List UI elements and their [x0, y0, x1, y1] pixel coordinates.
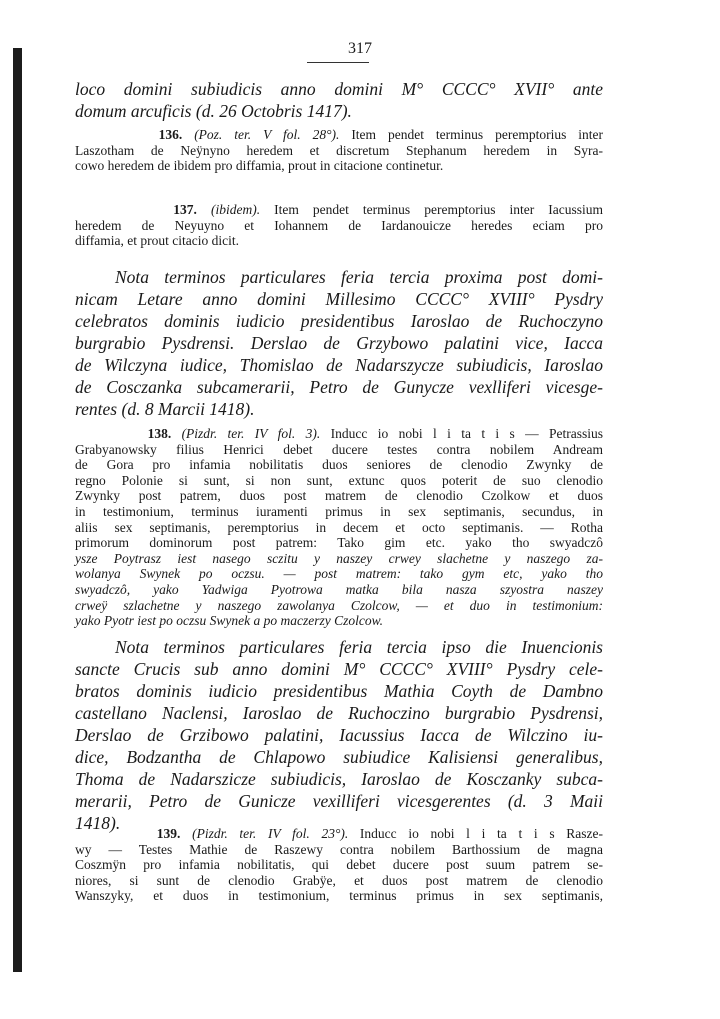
text-line: heredem de Neyuyno et Iohannem de Iardanouicze heredes eciam pro [75, 217, 603, 233]
text-line: diffamia, et prout citacio dicit. [75, 233, 239, 249]
text-line: loco domini subiudicis anno domini M° CCCC° XVII° ante [75, 79, 603, 99]
nota-paragraph-1 [75, 266, 603, 420]
entry-first-line [75, 127, 603, 143]
text-line: wolanya Swynek po oczsu. — post matrem: tako gym etc, yako tho [75, 566, 603, 582]
intro-paragraph [75, 78, 603, 122]
text-line: Nota terminos particulares feria tercia ipso die Inuencionis [115, 637, 603, 657]
entry-139 [75, 826, 603, 904]
entry-text: Inducc io nobi l i ta t i s — Petrassius [330, 426, 604, 441]
text-line: swyadczô, yako Yadwiga Pyotrowa matka bila nasza szyostra naszey [75, 581, 603, 597]
text-line: regno Polonie si sunt, si non sunt, extunc quos poterit de suo clenodio [75, 472, 603, 488]
entry-text: Item pendet terminus peremptorius inter Iacussium [274, 202, 604, 217]
scan-margin-bar [13, 48, 22, 972]
text-line: yako Pyotr iest po oczsu Swynek a po maczerzy Czolcow. [75, 613, 383, 629]
entry-source: (ibidem). [210, 202, 261, 217]
entry-137 [75, 202, 603, 249]
entry-136 [75, 127, 603, 174]
text-line: de Cosczanka subcamerarii, Petro de Gunycze vexlliferi vicesge- [75, 377, 603, 397]
entry-first-line [75, 426, 603, 442]
text-line: wy — Testes Mathie de Raszewy contra nobilem Barthossium de magna [75, 841, 603, 857]
entry-138 [75, 426, 603, 629]
nota-paragraph-2 [75, 636, 603, 834]
text-line: celebratos dominis iudicio presidentibus Iaroslao de Ruchoczyno [75, 311, 603, 331]
entry-source: (Pizdr. ter. IV fol. 3). [181, 426, 321, 441]
text-line: Nota terminos particulares feria tercia proxima post domi- [115, 267, 603, 287]
page-number: 317 [348, 40, 372, 57]
text-line: rentes (d. 8 Marcii 1418). [75, 399, 255, 419]
text-line: Wanszyky, et duos in testimonium, terminus primus in sex septimanis, [75, 888, 603, 904]
entry-text: Inducc io nobi l i ta t i s Rasze- [359, 826, 604, 841]
text-line: merarii, Petro de Gunicze vexilliferi vicesgerentes (d. 3 Maii [75, 791, 603, 811]
text-line: ysze Poytrasz iest nasego sczitu y naszey crwey slachetne y naszego za- [75, 550, 603, 566]
text-line: de Wilczyna iudice, Thomislao de Nadarszycze subiudicis, Iaroslao [75, 355, 603, 375]
entry-source: (Poz. ter. V fol. 28°). [194, 127, 340, 142]
entry-source: (Pizdr. ter. IV fol. 23°). [192, 826, 349, 841]
text-line: aliis sex septimanis, peremptorius in decem et octo septimanis. — Rotha [75, 519, 603, 535]
text-line: Zwynky post patrem, duos post matrem de clenodio Czolkow et duos [75, 488, 603, 504]
text-line: Coszmÿn pro infamia nobilitatis, qui debet ducere post suum patrem se- [75, 857, 603, 873]
text-line: Grabyanowsky filius Henrici debet ducere testes contra nobilem Andream [75, 441, 603, 457]
entry-first-line [75, 202, 603, 218]
text-line: 1418). [75, 813, 121, 833]
text-line: domum arcuficis (d. 26 Octobris 1417). [75, 101, 352, 121]
text-line: de Gora pro infamia nobilitatis duos seniores de clenodio Zwynky de [75, 457, 603, 473]
entry-first-line [75, 826, 603, 842]
text-line: Laszotham de Neÿnyno heredem et discretum Stephanum heredem in Syra- [75, 142, 603, 158]
entry-number: 139. [156, 826, 181, 841]
text-line: burgrabio Pysdrensi. Derslao de Grzybowo palatini vice, Iacca [75, 333, 603, 353]
text-line: castellano Naclensi, Iaroslao de Ruchoczino burgrabio Pysdrensi, [75, 703, 603, 723]
page-number-rule [307, 62, 369, 63]
text-line: dice, Bodzantha de Chlapowo subiudice Kalisiensi generalibus, [75, 747, 603, 767]
entry-number: 137. [173, 202, 197, 217]
text-line: cowo heredem de ibidem pro diffamia, prout in citacione continetur. [75, 158, 444, 174]
text-line: niores, si sunt de clenodio Grabÿe, et duos post matrem de clenodio [75, 872, 603, 888]
text-line: sancte Crucis sub anno domini M° CCCC° XVIII° Pysdry cele- [75, 659, 603, 679]
text-line: crweÿ szlachetne y naszego zawolanya Czolcow, — et duo in testimonium: [75, 597, 603, 613]
text-line: primorum dominorum post patrem: Tako gim etc. yako tho swyadczô [75, 535, 603, 551]
entry-number: 138. [147, 426, 172, 441]
text-line: nicam Letare anno domini Millesimo CCCC° XVIII° Pysdry [75, 289, 603, 309]
text-line: Thoma de Nadarszicze subiudicis, Iaroslao de Kosczanky subca- [75, 769, 603, 789]
text-line: bratos dominis iudicio presidentibus Mathia Coyth de Dambno [75, 681, 603, 701]
text-line: in testimonium, terminus iuramenti primus in sex septimanis, secundus, in [75, 503, 603, 519]
text-line: Derslao de Grzibowo palatini, Iacussius Iacca de Wilczino iu- [75, 725, 603, 745]
entry-number: 136. [158, 127, 183, 142]
entry-text: Item pendet terminus peremptorius inter [351, 127, 604, 142]
